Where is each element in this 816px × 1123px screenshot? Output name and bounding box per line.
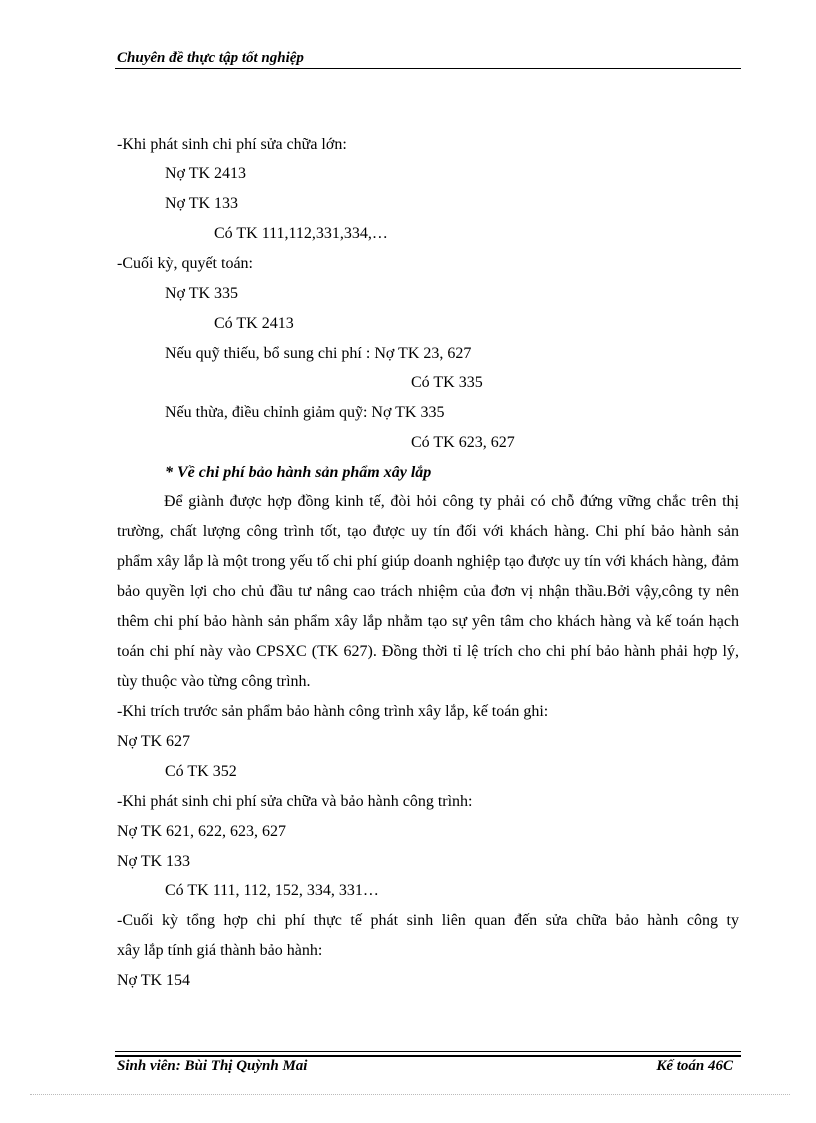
- footer-class: Kế toán 46C: [656, 1058, 733, 1074]
- footer-student-name: Sinh viên: Bùi Thị Quỳnh Mai: [117, 1058, 308, 1074]
- page-bottom-border: [30, 1094, 790, 1095]
- text-line: xây lắp tính giá thành bảo hành:: [117, 942, 323, 959]
- text-line: Nếu thừa, điều chỉnh giảm quỹ: Nợ TK 335: [165, 404, 445, 421]
- text-line: Có TK 111, 112, 152, 334, 331…: [165, 882, 379, 899]
- text-line: Có TK 623, 627: [411, 434, 515, 451]
- text-line: Nợ TK 621, 622, 623, 627: [117, 823, 287, 840]
- text-line: Nợ TK 154: [117, 972, 191, 989]
- text-line: Có TK 352: [165, 763, 237, 780]
- text-line: -Cuối kỳ, quyết toán:: [117, 255, 253, 272]
- paragraph-text: Để giành được hợp đồng kinh tế, đòi hỏi công ty phải có chỗ đứng vững chắc trên thị trường, chất lượng công trình tốt, tạo được uy tín đối với khách hàng. Chi phí bảo hành sản phẩm xây lắp là một trong yếu tố chi phí giúp doanh nghiệp tạo được uy tín với khách hàng, đảm bảo quyền lợi cho chủ đầu tư nâng cao trách nhiệm của đơn vị nhận thầu.Bởi vậy,công ty nên thêm chi phí bảo hành sản phẩm xây lắp nhằm tạo sự yên tâm cho khách hàng và kế toán hạch toán chi phí này vào CPSXC (TK 627). Đồng thời tỉ lệ trích cho chi phí bảo hành phải hợp lý, tùy thuộc vào từng công trình.: [117, 493, 739, 690]
- section-heading: * Về chi phí bảo hành sản phẩm xây lắp: [165, 464, 432, 481]
- text-line: -Cuối kỳ tổng hợp chi phí thực tế phát sinh liên quan đến sửa chữa bảo hành công ty: [117, 912, 739, 929]
- text-line: Nợ TK 133: [165, 195, 239, 212]
- text-line: Nợ TK 133: [117, 853, 191, 870]
- body-paragraph: [117, 487, 739, 697]
- footer-rule: [115, 1051, 741, 1052]
- footer-rule-thick: [115, 1055, 741, 1057]
- text-line: Nếu quỹ thiếu, bổ sung chi phí : Nợ TK 23, 627: [165, 345, 472, 362]
- header-rule: [115, 68, 741, 69]
- text-line: Nợ TK 2413: [165, 165, 247, 182]
- text-line: -Khi phát sinh chi phí sửa chữa và bảo hành công trình:: [117, 793, 473, 810]
- page-header-title: Chuyên đề thực tập tốt nghiệp: [117, 50, 304, 66]
- text-line: Nợ TK 627: [117, 733, 191, 750]
- text-line: Nợ TK 335: [165, 285, 239, 302]
- text-line: Có TK 335: [411, 374, 483, 391]
- text-line: -Khi trích trước sản phẩm bảo hành công trình xây lắp, kế toán ghi:: [117, 703, 549, 720]
- text-line: Có TK 111,112,331,334,…: [214, 225, 388, 242]
- text-line: -Khi phát sinh chi phí sửa chữa lớn:: [117, 136, 347, 153]
- text-line: Có TK 2413: [214, 315, 294, 332]
